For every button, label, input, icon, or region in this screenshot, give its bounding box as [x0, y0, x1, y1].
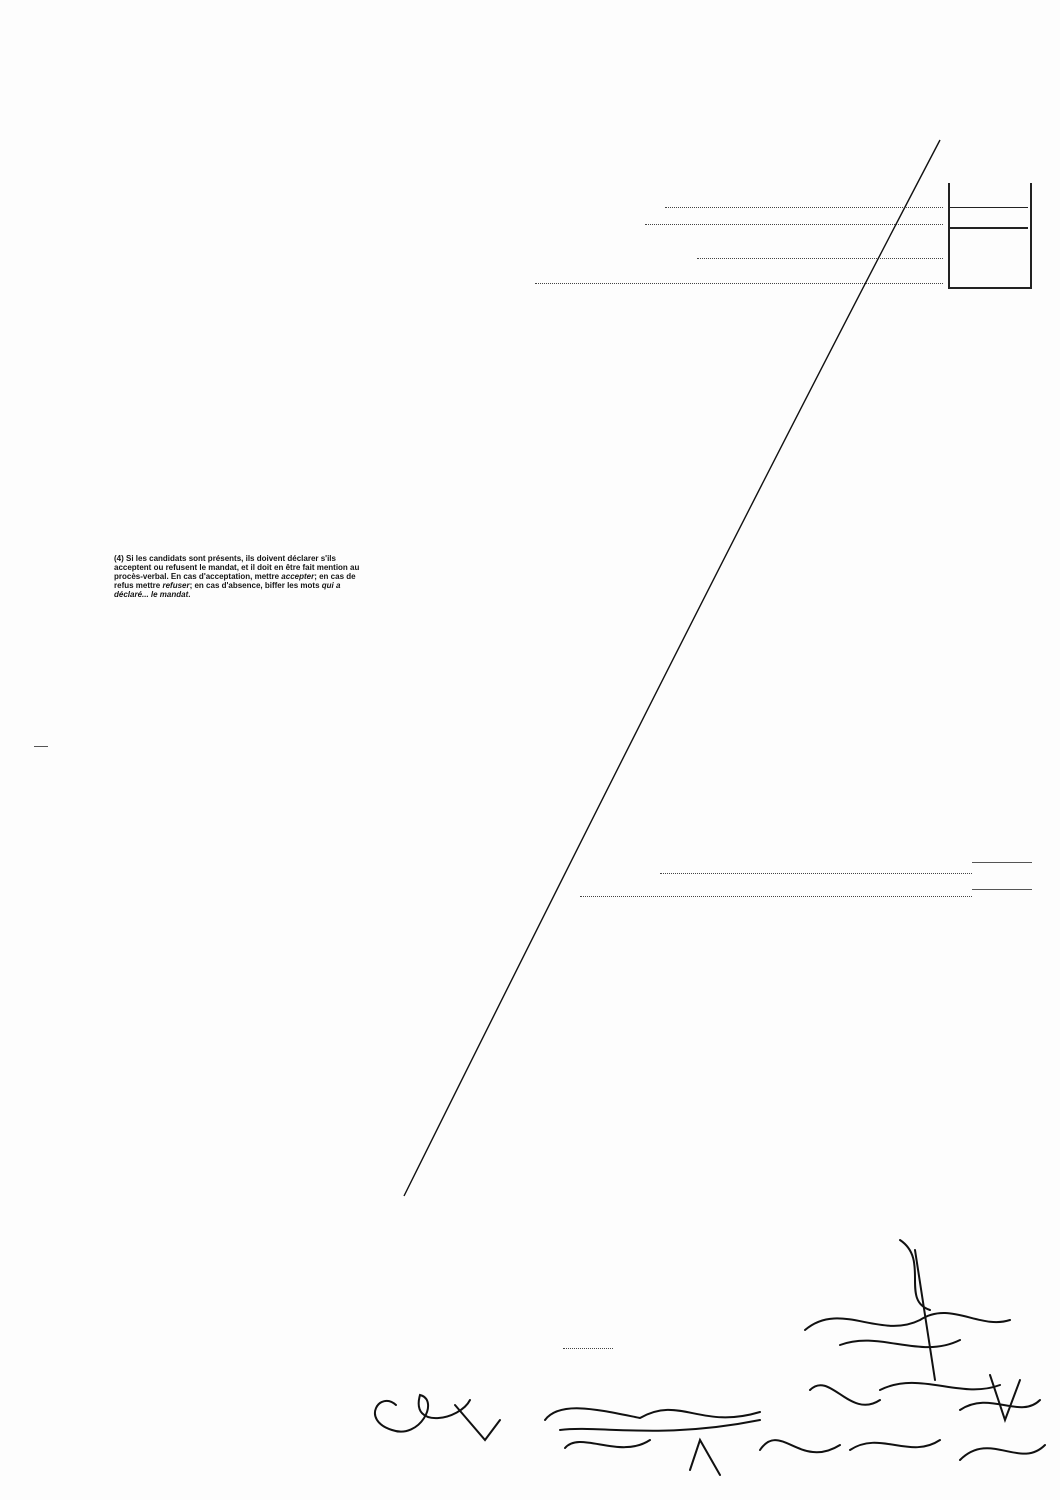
signature-conseil-3: [810, 1385, 1045, 1460]
signature-conseil-2: [880, 1240, 1000, 1390]
signature-conseil-1: [805, 1313, 1010, 1347]
signature-bureau-1: [545, 1408, 760, 1430]
strike-through-line: [404, 140, 940, 1196]
note-4: (4) Si les candidats sont présents, ils doivent déclarer s'ils acceptent ou refusent le mandat, et il doit en être fait mention au procès-verbal. En cas d'acceptation, mettre accepter; en cas de refus mettre refuser; en cas d'absence, biffer les mots qui a déclaré... le mandat.: [114, 554, 360, 599]
signature-secretaire: [960, 1375, 1040, 1420]
signature-president: [375, 1395, 500, 1440]
signature-bureau-2: [565, 1440, 840, 1475]
